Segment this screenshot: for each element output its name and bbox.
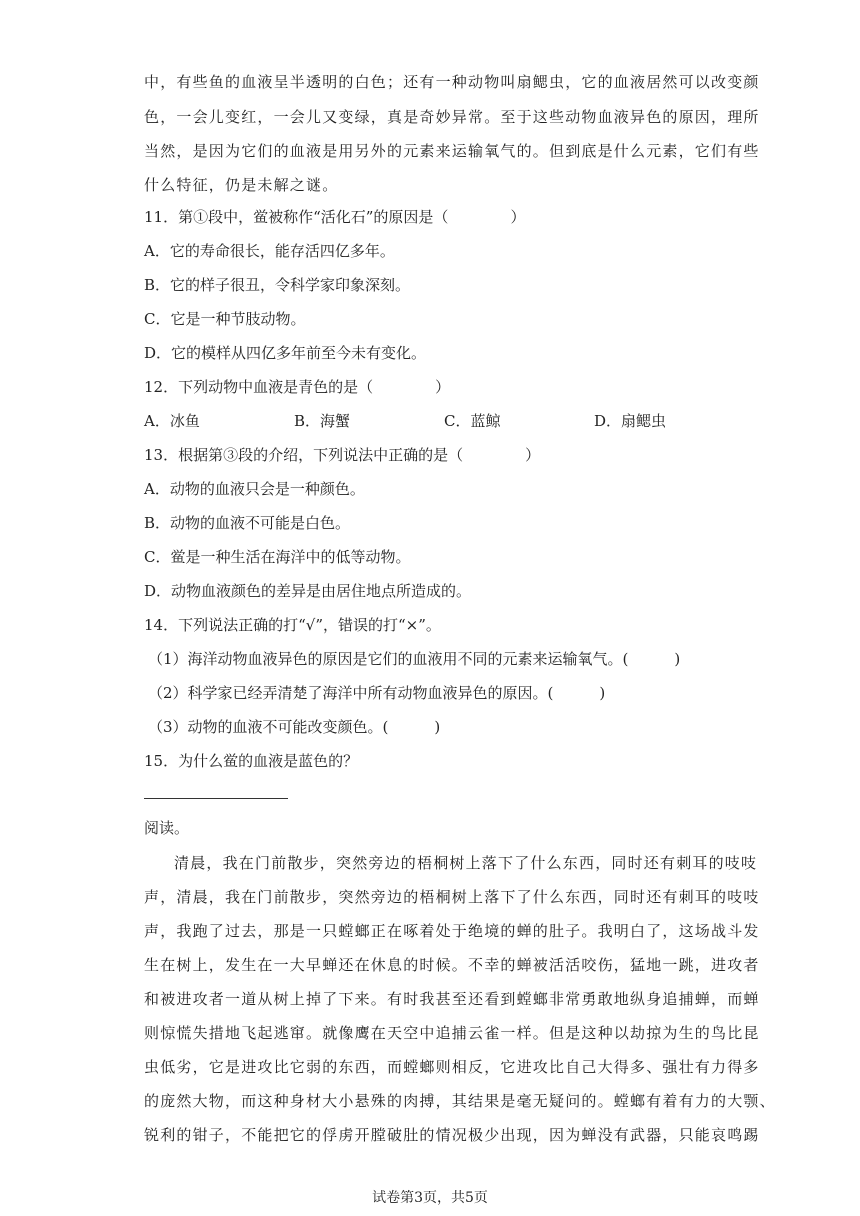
question-stem: 12．下列动物中血液是青色的是（ xyxy=(144,378,374,396)
reading-line: 锐利的钳子，不能把它的俘虏开膛破肚的情况极少出现，因为蝉没有武器，只能哀鸣踢 xyxy=(144,1126,760,1144)
true-false-item: （1）海洋动物血液异色的原因是它们的血液用不同的元素来运输氧气。( ) xyxy=(148,650,681,668)
reading-line: 生在树上，发生在一大早蝉还在休息的时候。不幸的蝉被活活咬伤，猛地一跳，进攻者 xyxy=(144,956,760,974)
option-a: A．动物的血液只会是一种颜色。 xyxy=(144,480,365,498)
option-c: C．鲎是一种生活在海洋中的低等动物。 xyxy=(144,548,411,566)
question-14: 14．下列说法正确的打“√”，错误的打“×”。 xyxy=(144,616,441,634)
question-15: 15．为什么鲎的血液是蓝色的？ xyxy=(144,752,359,770)
option-b: B．动物的血液不可能是白色。 xyxy=(144,514,351,532)
reading-line: 的庞然大物，而这种身材大小悬殊的肉搏，其结果是毫无疑问的。螳螂有着有力的大颚、 xyxy=(144,1092,776,1110)
option-d: D．扇鳃虫 xyxy=(594,412,667,430)
reading-line: 虫低劣，它是进攻比它弱的东西，而螳螂则相反，它进攻比自己大得多、强壮有力得多 xyxy=(144,1058,760,1076)
question-stem: 11．第①段中，鲎被称作“活化石”的原因是（ xyxy=(144,208,449,226)
option-c: C．它是一种节肢动物。 xyxy=(144,310,306,328)
paren-close: ） xyxy=(435,378,451,396)
passage-line: 中，有些鱼的血液呈半透明的白色；还有一种动物叫扇鳃虫，它的血液居然可以改变颜 xyxy=(144,73,760,91)
question-12 xyxy=(144,377,450,397)
option-a: A．它的寿命很长，能存活四亿多年。 xyxy=(144,242,395,260)
paren-close: ） xyxy=(510,208,526,226)
reading-line: 声，我跑了过去，那是一只螳螂正在啄着处于绝境的蝉的肚子。我明白了，这场战斗发 xyxy=(144,922,760,940)
option-b: B．海蟹 xyxy=(294,412,351,430)
passage-line: 当然，是因为它们的血液是用另外的元素来运输氧气的。但到底是什么元素，它们有些 xyxy=(144,142,760,160)
option-d: D．动物血液颜色的差异是由居住地点所造成的。 xyxy=(144,582,472,600)
question-11 xyxy=(144,207,525,227)
passage-line: 什么特征，仍是未解之谜。 xyxy=(144,176,339,194)
reading-line: 和被进攻者一道从树上掉了下来。有时我甚至还看到螳螂非常勇敢地纵身追捕蝉，而蝉 xyxy=(144,990,760,1008)
true-false-item: （2）科学家已经弄清楚了海洋中所有动物血液异色的原因。( ) xyxy=(148,684,606,702)
question-13 xyxy=(144,445,540,465)
reading-line: 声，清晨，我在门前散步，突然旁边的梧桐树上落下了什么东西，同时还有刺耳的吱吱 xyxy=(144,888,760,906)
option-d: D．它的模样从四亿多年前至今未有变化。 xyxy=(144,344,427,362)
paren-close: ） xyxy=(525,446,541,464)
question-stem: 13．根据第③段的介绍，下列说法中正确的是（ xyxy=(144,446,464,464)
answer-line[interactable] xyxy=(144,798,288,799)
reading-line: 则惊慌失措地飞起逃窜。就像鹰在天空中追捕云雀一样。但是这种以劫掠为生的鸟比昆 xyxy=(144,1024,760,1042)
option-b: B．它的样子很丑，令科学家印象深刻。 xyxy=(144,276,411,294)
option-c: C．蓝鲸 xyxy=(444,412,501,430)
reading-line: 清晨，我在门前散步，突然旁边的梧桐树上落下了什么东西，同时还有刺耳的吱吱 xyxy=(174,854,758,872)
reading-heading: 阅读。 xyxy=(144,819,190,837)
page-footer: 试卷第3页，共5页 xyxy=(372,1190,488,1206)
option-a: A．冰鱼 xyxy=(144,412,200,430)
true-false-item: （3）动物的血液不可能改变颜色。( ) xyxy=(148,718,441,736)
passage-line: 色，一会儿变红，一会儿又变绿，真是奇妙异常。至于这些动物血液异色的原因，理所 xyxy=(144,108,760,126)
